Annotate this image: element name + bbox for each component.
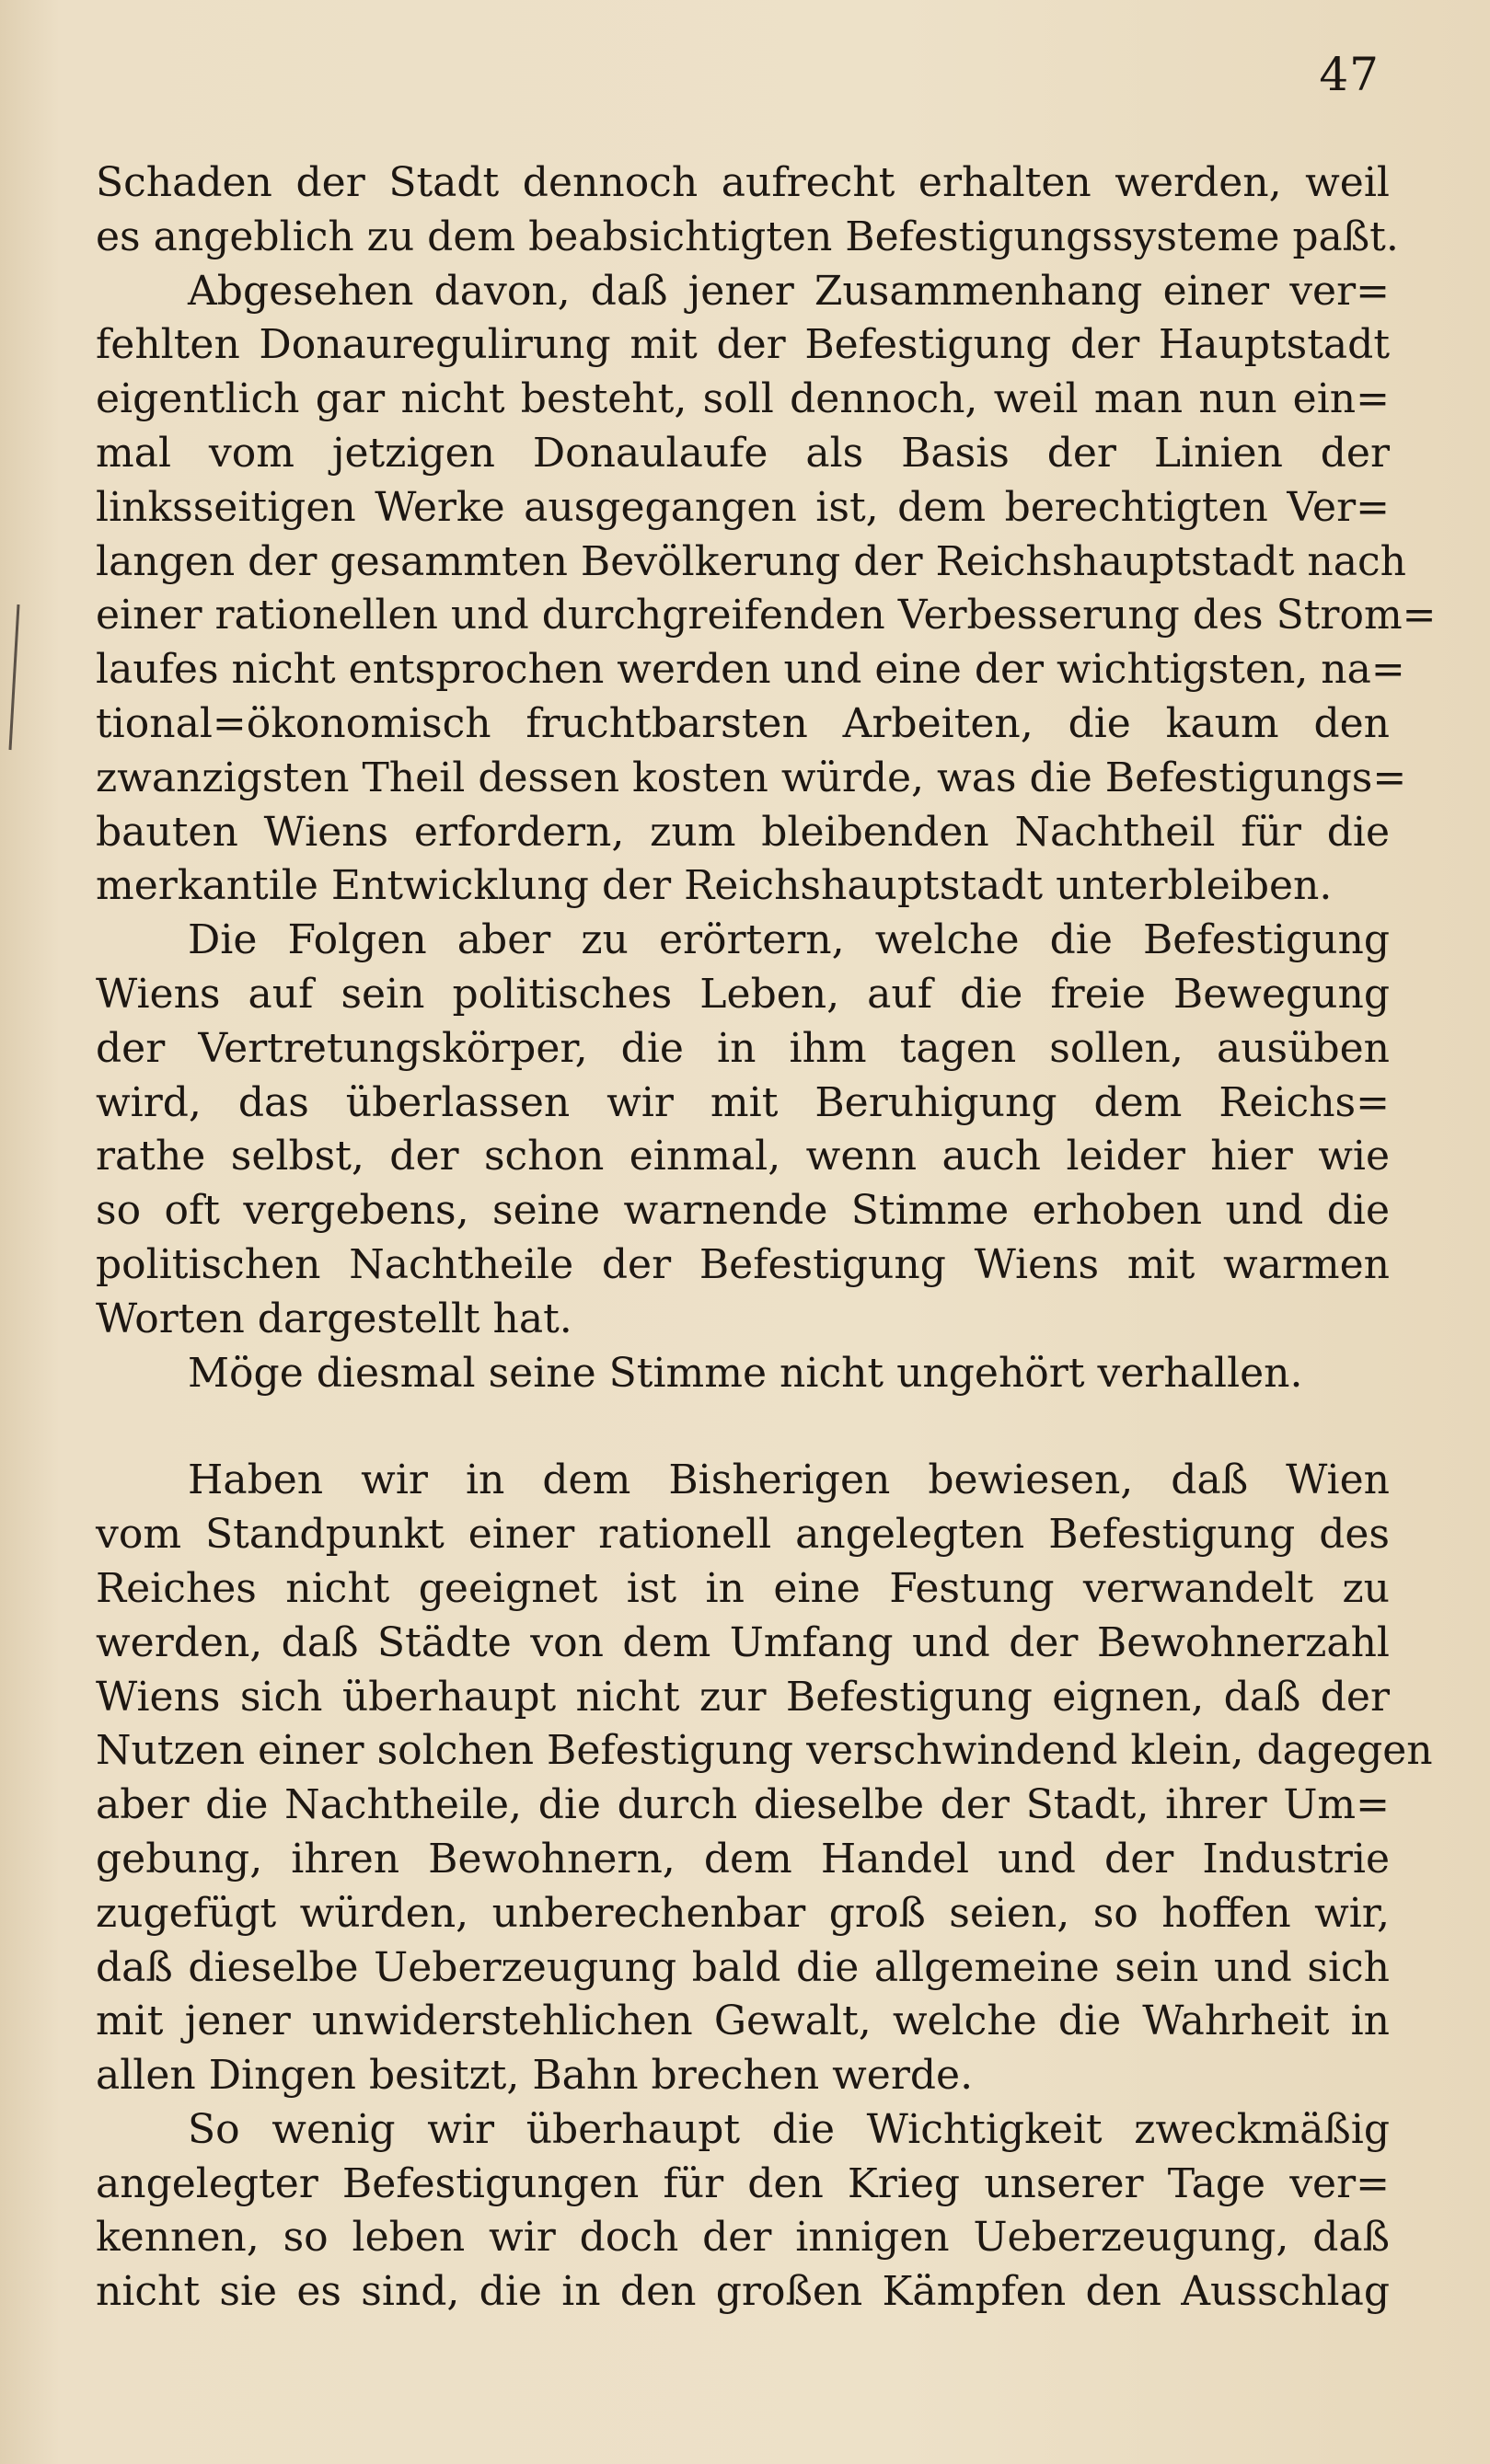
paragraph-gap <box>96 1400 1390 1454</box>
text-line: angelegter Befestigungen für den Krieg unserer Tage ver= <box>96 2159 1390 2207</box>
text-line: Reiches nicht geeignet ist in eine Festung verwandelt zu <box>96 1564 1390 1612</box>
text-line: es angeblich zu dem beabsichtigten Befestigungssysteme paßt. <box>96 213 1399 260</box>
text-line: politischen Nachtheile der Befestigung Wiens mit warmen <box>96 1240 1390 1288</box>
text-line: rathe selbst, der schon einmal, wenn auch leider hier wie <box>96 1133 1390 1180</box>
text-line: daß dieselbe Ueberzeugung bald die allgemeine sein und sich <box>96 1943 1390 1991</box>
text-line: fehlten Donauregulirung mit der Befestigung der Hauptstadt <box>96 321 1390 369</box>
body-text <box>96 156 1437 2320</box>
text-line: zugefügt würden, unberechenbar groß seien, so hoffen wir, <box>96 1889 1390 1937</box>
text-line: wird, das überlassen wir mit Beruhigung dem Reichs= <box>96 1078 1390 1126</box>
text-line: der Vertretungskörper, die in ihm tagen sollen, ausüben <box>96 1024 1390 1072</box>
text-line: Wiens sich überhaupt nicht zur Befestigung eignen, daß der <box>96 1673 1390 1721</box>
text-line: Die Folgen aber zu erörtern, welche die Befestigung <box>188 916 1390 964</box>
text-line: bauten Wiens erfordern, zum bleibenden Nachtheil für die <box>96 808 1390 856</box>
text-line: so oft vergebens, seine warnende Stimme erhoben und die <box>96 1187 1390 1235</box>
text-line: gebung, ihren Bewohnern, dem Handel und der Industrie <box>96 1835 1390 1883</box>
text-line: Möge diesmal seine Stimme nicht ungehört verhallen. <box>188 1349 1303 1397</box>
text-line: merkantile Entwicklung der Reichshauptstadt unterbleiben. <box>96 862 1333 910</box>
text-line: werden, daß Städte von dem Umfang und der Bewohnerzahl <box>96 1618 1390 1666</box>
text-line: zwanzigsten Theil dessen kosten würde, was die Befestigungs= <box>96 754 1407 801</box>
text-line: mal vom jetzigen Donaulaufe als Basis der Linien der <box>96 429 1390 477</box>
text-line: Schaden der Stadt dennoch aufrecht erhalten werden, weil <box>96 159 1390 206</box>
text-line: kennen, so leben wir doch der innigen Ueberzeugung, daß <box>96 2214 1390 2262</box>
text-line: So wenig wir überhaupt die Wichtigkeit zweckmäßig <box>188 2105 1390 2153</box>
text-line: einer rationellen und durchgreifenden Verbesserung des Strom= <box>96 592 1437 639</box>
text-line: vom Standpunkt einer rationell angelegten Befestigung des <box>96 1511 1390 1559</box>
text-line: Wiens auf sein politisches Leben, auf die freie Bewegung <box>96 970 1390 1018</box>
text-line: langen der gesammten Bevölkerung der Reichshauptstadt nach <box>96 537 1406 585</box>
text-line: aber die Nachtheile, die durch dieselbe der Stadt, ihrer Um= <box>96 1781 1390 1829</box>
text-line: allen Dingen besitzt, Bahn brechen werde. <box>96 2052 974 2100</box>
text-line: Abgesehen davon, daß jener Zusammenhang einer ver= <box>188 267 1390 315</box>
text-line: Haben wir in dem Bisherigen bewiesen, daß Wien <box>188 1457 1390 1504</box>
text-line: Nutzen einer solchen Befestigung verschwindend klein, dagegen <box>96 1727 1433 1775</box>
text-line: mit jener unwiderstehlichen Gewalt, welche die Wahrheit in <box>96 1998 1390 2045</box>
text-line: laufes nicht entsprochen werden und eine der wichtigsten, na= <box>96 646 1405 694</box>
text-line: eigentlich gar nicht besteht, soll dennoch, weil man nun ein= <box>96 375 1390 423</box>
text-line: tional=ökonomisch fruchtbarsten Arbeiten, die kaum den <box>96 699 1390 747</box>
text-line: Worten dargestellt hat. <box>96 1295 572 1342</box>
page-number: 47 <box>1319 48 1380 101</box>
text-line: linksseitigen Werke ausgegangen ist, dem berechtigten Ver= <box>96 483 1390 531</box>
margin-pencil-mark <box>7 603 24 754</box>
text-line: nicht sie es sind, die in den großen Kämpfen den Ausschlag <box>96 2268 1390 2316</box>
